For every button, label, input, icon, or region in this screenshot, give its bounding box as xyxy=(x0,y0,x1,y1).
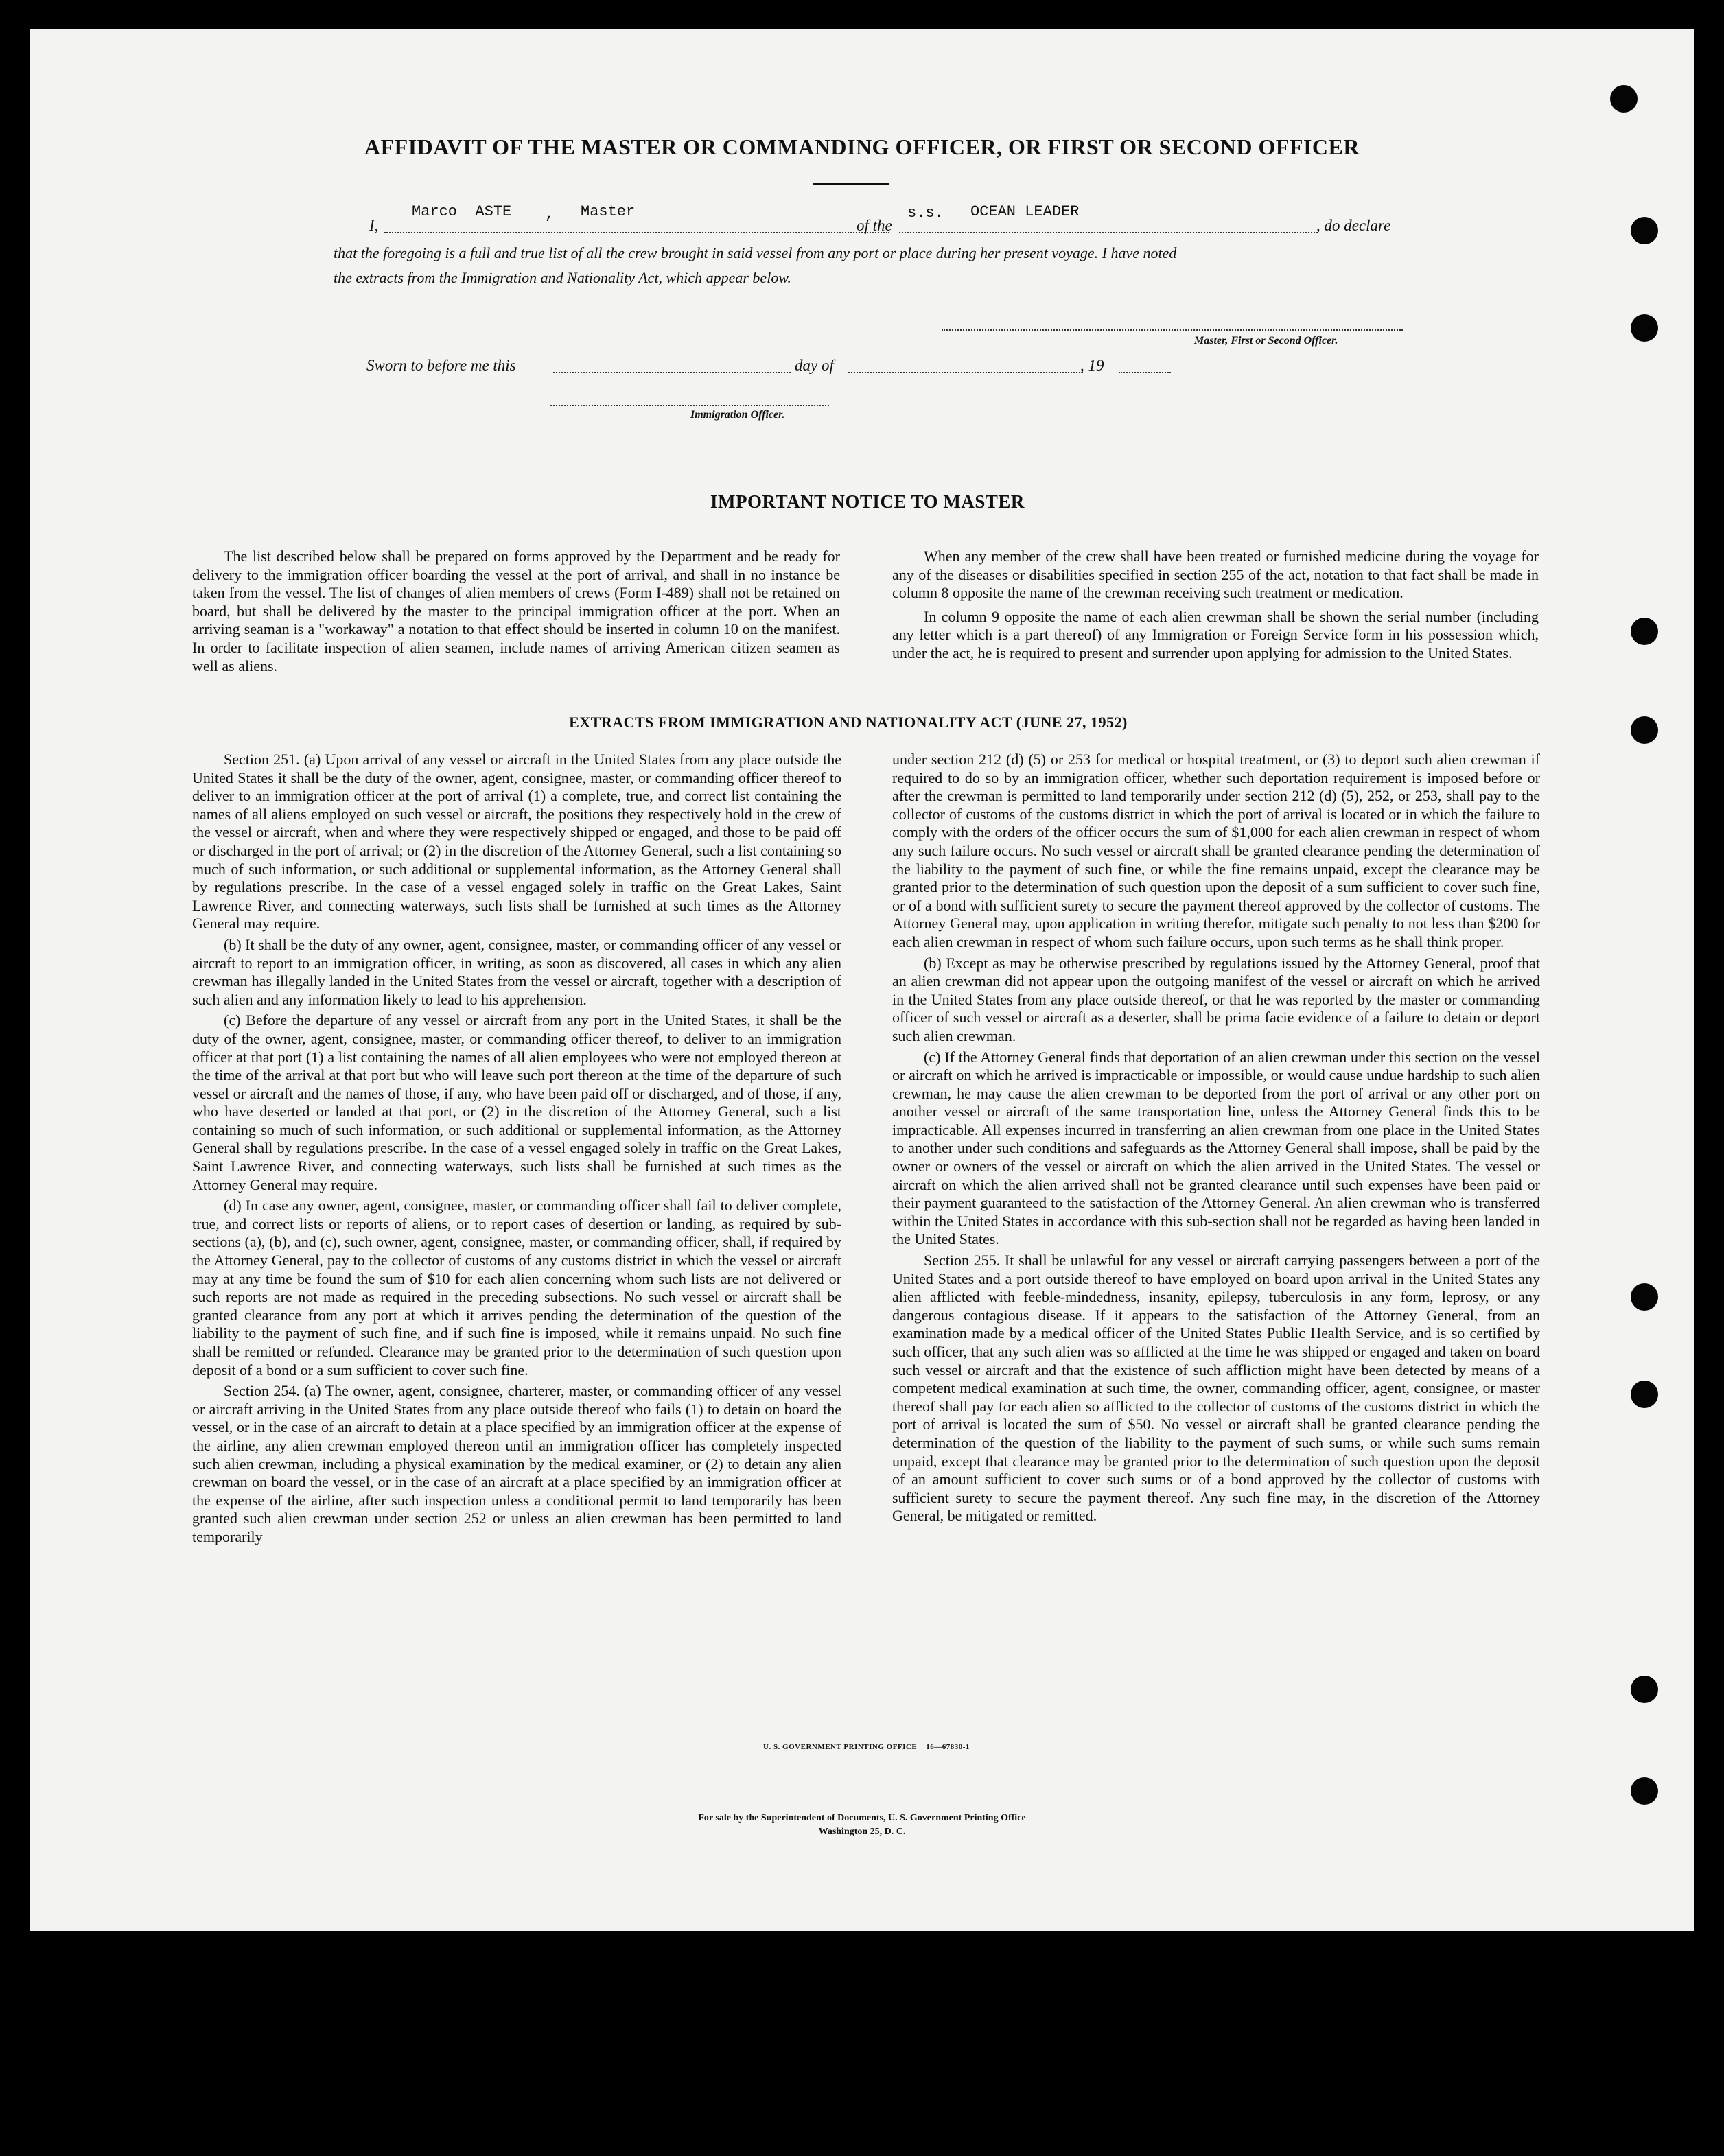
extracts-title: EXTRACTS FROM IMMIGRATION AND NATIONALITY ACT (JUNE 27, 1952) xyxy=(569,714,1128,731)
section-254-c: (c) If the Attorney General finds that deportation of an alien crewman under this section on the vessel or aircraft on which he arrived is impracticable or impossible, or would cause undue hardship to such alien crewman, he may cause the alien crewman to be deported from the port of arrival or any other port on another vessel or aircraft of the same transportation line, unless the Attorney General finds this to be impracticable. All expenses incurred in transferring an alien crewman from one place in the United States to another under such conditions and safeguards as the Attorney General shall impose, shall be paid by the owner or owners of the vessel or aircraft on which the alien arrived in the United States. The vessel or aircraft on which the alien arrived shall not be granted clearance until such expenses have been paid or their payment guaranteed to the satisfaction of the Attorney General. An alien crewman who is transferred within the United States in accordance with this sub-section shall not be regarded as having been landed in the United States. xyxy=(892,1048,1540,1248)
title-rule xyxy=(813,183,889,185)
master-signature-line xyxy=(942,329,1403,331)
name-line xyxy=(384,232,889,233)
section-251-b: (b) It shall be the duty of any owner, agent, consignee, master, or commanding officer of any vessel or aircraft to report to an immigration officer, in writing, as soon as discovered, all cases in which any alien crewman has illegally landed in the United States from the vessel or aircraft, together with a description of such alien and any information likely to lead to his apprehension. xyxy=(192,935,841,1008)
section-251-d: (d) In case any owner, agent, consignee, master, or commanding officer shall fail to deliver complete, true, and correct lists or reports of aliens, or to report cases of desertion or landing, as required by sub-sections (a), (b), and (c), such owner, agent, consignee, master, or commanding officer, shall, if required by the Attorney General, pay to the collector of customs of any customs district in which the vessel or aircraft may at any time be found the sum of $10 for each alien concerning whom such lists are not delivered or such reports are not made as required in the preceding subsections. No such vessel or aircraft shall be granted clearance from any port at which it arrives pending the determination of the question of the liability to the payment of such fine, and if such fine is imposed, while it remains unpaid. No such fine shall be remitted or refunded. Clearance may be granted prior to the determination of such question upon deposit of a bond or a sum sufficient to cover such fine. xyxy=(192,1197,841,1379)
sworn-day-line xyxy=(553,372,791,373)
punch-hole xyxy=(1631,314,1658,342)
vessel-field: OCEAN LEADER xyxy=(970,203,1080,220)
affidavit-title: AFFIDAVIT OF THE MASTER OR COMMANDING OFFICER, OR FIRST OR SECOND OFFICER xyxy=(364,134,1360,159)
notice-left-paragraph: The list described below shall be prepared on forms approved by the Department and be ready for delivery to the immigration officer boarding the vessel at the port of arrival, and shall in no instance be taken from the vessel. The list of changes of alien members of crews (Form I-489) shall not be retained on board, but shall be delivered by the master to the principal immigration officer at the port. When an arriving seaman is a "workaway" a notation to that effect should be inserted in column 10 on the manifest. In order to facilitate inspection of alien seamen, include names of arriving American citizen seamen as well as aliens. xyxy=(192,548,840,675)
vessel-prefix: s.s. xyxy=(907,204,944,222)
notice-right-paragraph: When any member of the crew shall have been treated or furnished medicine during the voyage for any of the diseases or disabilities specified in section 255 of the act, notation to that fact shall be made in column 8 opposite the name of the crewman receiving such treatment or medication. xyxy=(892,548,1539,602)
vessel-line xyxy=(899,232,1318,233)
punch-hole xyxy=(1631,1381,1658,1408)
rank-field: Master xyxy=(581,203,636,220)
notice-left-column xyxy=(192,548,840,675)
notice-right-paragraph: In column 9 opposite the name of each alien crewman shall be shown the serial number (including any letter which is a part thereof) of any Immigration or Foreign Service form in his possession which, under the act, he is required to present and surrender upon applying for admission to the United States. xyxy=(892,607,1539,661)
day-of-label: day of xyxy=(795,357,834,374)
sworn-label: Sworn to before me this xyxy=(366,357,516,374)
officer-signature-line xyxy=(550,405,829,406)
do-declare-label: , do declare xyxy=(1316,217,1391,234)
notice-title: IMPORTANT NOTICE TO MASTER xyxy=(710,491,1025,512)
punch-hole xyxy=(1631,1676,1658,1703)
section-251-c: (c) Before the departure of any vessel or aircraft from any port in the United States, it shall be the duty of the owner, agent, consignee, master, or commanding officer thereof, to deliver to an immigration officer at that port (1) a list containing the names of all alien employees who were not employed thereon at the time of the arrival at that port but who will leave such port thereon at the time of the departure of such vessel or aircraft and the names of those, if any, who have been paid off or discharged, and of those, if any, who have deserted or landed at that port, or (2) in the discretion of the Attorney General, such a list containing so much of such information, or such additional or supplemental information, as the Attorney General shall by regulations prescribe. In the case of a vessel engaged solely in traffic on the Great Lakes, Saint Lawrence River, and connecting waterways, such lists shall be furnished at such times as the Attorney General may require. xyxy=(192,1011,841,1193)
section-254-a: Section 254. (a) The owner, agent, consignee, charterer, master, or commanding officer of any vessel or aircraft arriving in the United States from any place outside thereof who fails (1) to detain on board the vessel, or in the case of an aircraft to detain at a place specified by an immigration officer at the expense of the airline, any alien crewman employed thereon until an immigration officer has completely inspected such alien crewman, including a physical examination by the medical examiner, or (2) to detain any alien crewman on board the vessel, or in the case of an aircraft at a place specified by an immigration officer at the expense of the airline, after such inspection unless a conditional permit to land temporarily has been granted such alien crewman under section 252 or unless an alien crewman has been permitted to land temporarily xyxy=(192,1382,841,1545)
of-the-label: of the xyxy=(857,217,892,234)
declaration-statement-2: the extracts from the Immigration and Nationality Act, which appear below. xyxy=(334,269,791,286)
section-254-a-continued: under section 212 (d) (5) or 253 for medical or hospital treatment, or (3) to deport such alien crewman if required to do so by an immigration officer, whether such deportation requirement is imposed before or after the crewman is permitted to land temporarily under section 212 (d) (5), 252, or 253, shall pay to the collector of customs of the customs district in which the port of arrival is located or in which the failure to comply with the orders of the officer occurs the sum of $1,000 for each alien crewman in respect of whom any such failure occurs. No such vessel or aircraft shall be granted clearance pending the determination of the liability to the payment of such fine, or while the fine remains unpaid, except the clearance may be granted prior to the determination of such question upon the deposit of a sum sufficient to cover such fine, or of a bond with sufficient surety to secure the payment thereof approved by the collector of customs. The Attorney General may, upon application in writing therefor, mitigate such penalty to not less than $200 for each alien crewman in respect of whom such failure occurs, upon such terms as he shall think proper. xyxy=(892,751,1540,950)
punch-hole xyxy=(1610,85,1638,113)
signature-caption: Master, First or Second Officer. xyxy=(1194,335,1338,347)
sale-notice-2: Washington 25, D. C. xyxy=(818,1827,906,1837)
punch-hole xyxy=(1631,1777,1658,1805)
sworn-month-line xyxy=(848,372,1083,373)
name-field: Marco ASTE xyxy=(412,203,512,220)
notice-right-column xyxy=(892,548,1539,663)
section-251-a: Section 251. (a) Upon arrival of any vessel or aircraft in the United States from any place outside the United States it shall be the duty of the owner, agent, consignee, master, or commanding officer thereof to deliver to an immigration officer at the port of arrival (1) a complete, true, and correct list containing the names of all aliens employed on such vessel or aircraft, the positions they respectively hold in the crew of the vessel or aircraft, when and where they were respectively shipped or engaged, and those to be paid off or discharged in the port of arrival; or (2) in the discretion of the Attorney General, such a list containing so much of such information, or such additional or supplemental information, as the Attorney General shall by regulations prescribe. In the case of a vessel engaged solely in traffic on the Great Lakes, Saint Lawrence River, and connecting waterways, such lists shall be furnished at such times as the Attorney General may require. xyxy=(192,751,841,933)
sale-notice-1: For sale by the Superintendent of Documents, U. S. Government Printing Office xyxy=(698,1813,1026,1823)
extracts-right-column xyxy=(892,751,1540,1525)
punch-hole xyxy=(1631,217,1658,244)
extracts-left-column xyxy=(192,751,841,1547)
punch-hole xyxy=(1631,618,1658,645)
section-254-b: (b) Except as may be otherwise prescribed by regulations issued by the Attorney General, proof that an alien crewman did not appear upon the outgoing manifest of the vessel or aircraft on which he arrived in the United States from any place outside thereof, or that he was reported by the master or commanding officer of such vessel or aircraft as a deserter, shall be prima facie evidence of a failure to detain or deport such alien crewman. xyxy=(892,954,1540,1044)
printing-office-mark: U. S. GOVERNMENT PRINTING OFFICE 16—67830-1 xyxy=(763,1743,970,1751)
punch-hole xyxy=(1631,1283,1658,1311)
declaration-statement-1: that the foregoing is a full and true list of all the crew brought in said vessel from any port or place during her present voyage. I have noted xyxy=(334,244,1177,261)
year-label: , 19 xyxy=(1080,357,1104,374)
sworn-year-line xyxy=(1119,372,1171,373)
officer-caption: Immigration Officer. xyxy=(690,409,785,421)
i-label: I, xyxy=(369,217,379,234)
name-comma: , xyxy=(545,206,555,223)
section-255: Section 255. It shall be unlawful for any vessel or aircraft carrying passengers between a port of the United States and a port outside thereof to have employed on board upon arrival in the United States any alien afflicted with feeble-mindedness, insanity, epilepsy, tuberculosis in any form, leprosy, or any dangerous contagious disease. If it appears to the satisfaction of the Attorney General, from an examination made by a medical officer of the United States Public Health Service, and is so certified by such officer, that any such alien was so afflicted at the time he was shipped or engaged and taken on board such vessel or aircraft and that the existence of such affliction might have been detected by means of a competent medical examination at such time, the owner, commanding officer, agent, consignee, or master thereof shall pay for each alien so afflicted to the collector of customs of the customs district in which the port of arrival is located the sum of $50. No vessel or aircraft shall be granted clearance pending the determination of the question of the liability to the payment of such sums, or while such sums remain unpaid, except that clearance may be granted prior to the determination of such question upon the deposit of an amount sufficient to cover such sums or of a bond approved by the collector of customs with sufficient surety to secure the payment thereof. Any such fine may, in the discretion of the Attorney General, be mitigated or remitted. xyxy=(892,1252,1540,1525)
